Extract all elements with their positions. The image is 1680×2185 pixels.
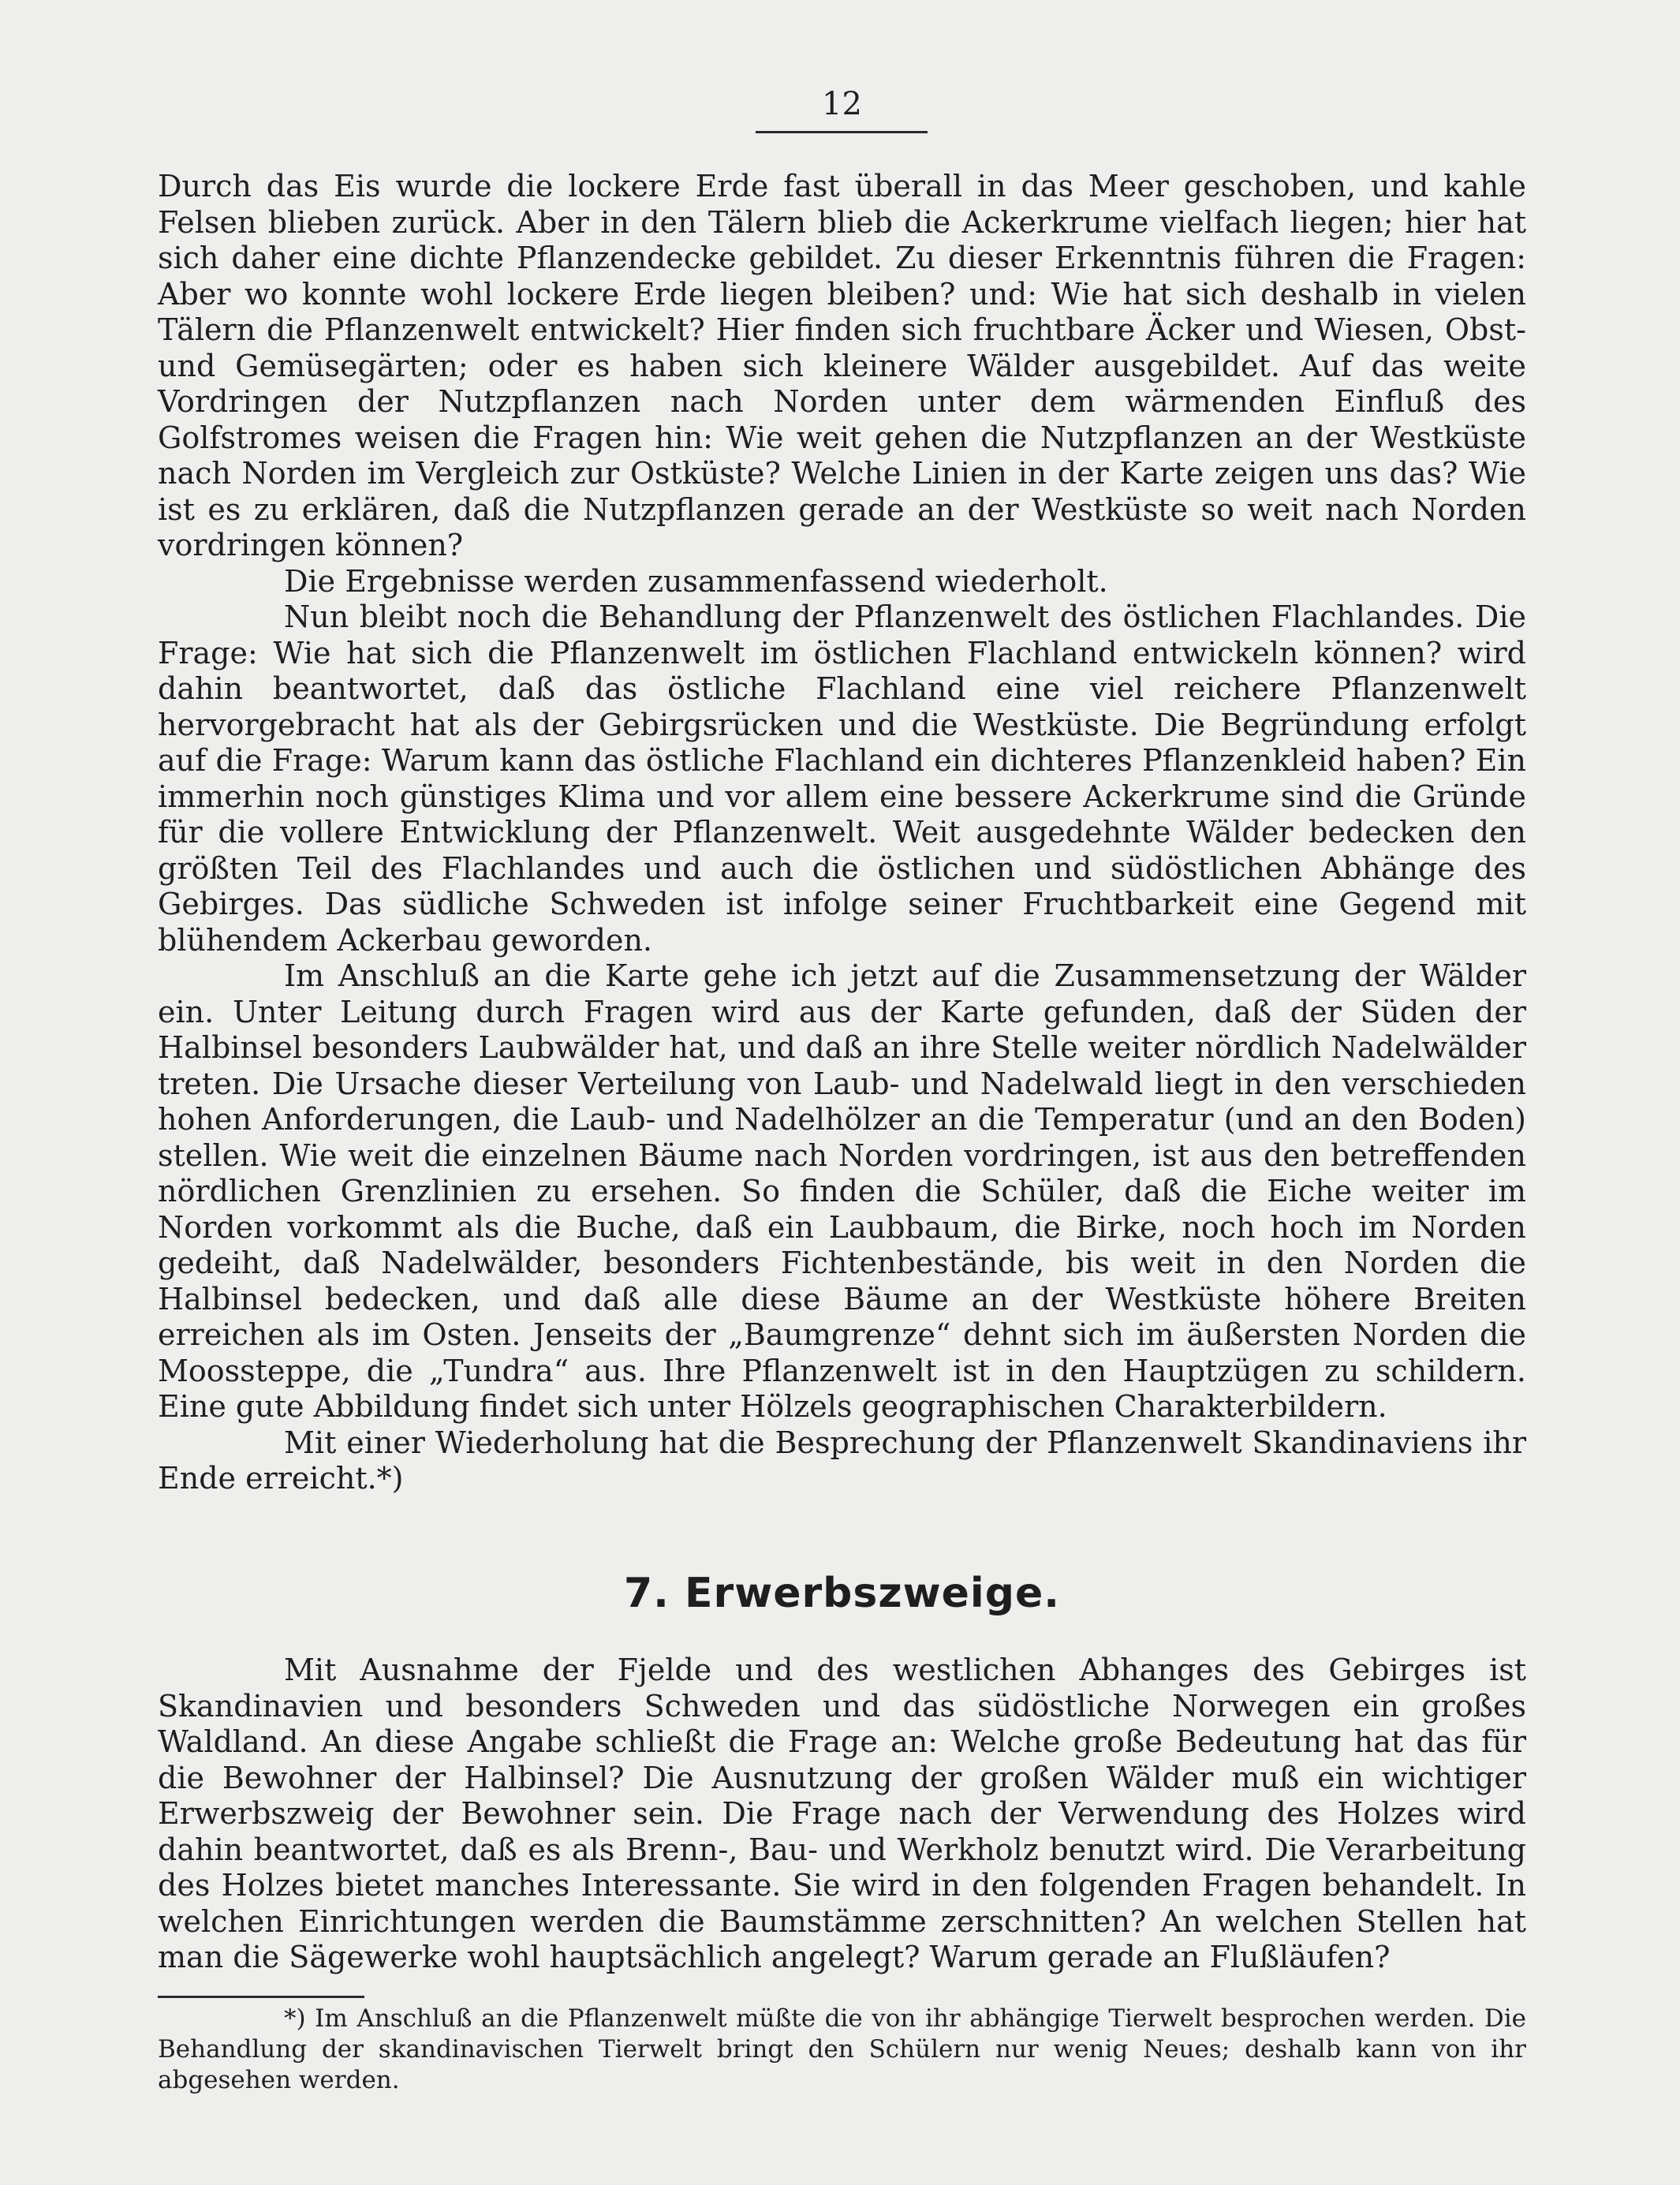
body-text (158, 169, 1526, 1497)
body-paragraph: Durch das Eis wurde die lockere Erde fast überall in das Meer geschoben, und kahle Felsen blieben zurück. Aber in den Tälern blieb die Ackerkrume vielfach liegen; hier hat sich daher eine dichte Pflanzendecke gebildet. Zu dieser Erkenntnis führen die Fragen: Aber wo konnte wohl lockere Erde liegen bleiben? und: Wie hat sich deshalb in vielen Tälern die Pflanzenwelt entwickelt? Hier finden sich fruchtbare Äcker und Wiesen, Obst- und Gemüsegärten; oder es haben sich kleinere Wälder ausgebildet. Auf das weite Vordringen der Nutzpflanzen nach Norden unter dem wärmenden Einfluß des Golfstromes weisen die Fragen hin: Wie weit gehen die Nutzpflanzen an der Westküste nach Norden im Vergleich zur Ostküste? Welche Linien in der Karte zeigen uns das? Wie ist es zu erklären, daß die Nutzpflanzen gerade an der Westküste so weit nach Norden vordringen können? (158, 169, 1526, 562)
section-paragraph: Mit Ausnahme der Fjelde und des westlichen Abhanges des Gebirges ist Skandinavien und besonders Schweden und das südöstliche Norwegen ein großes Waldland. An diese Angabe schließt die Frage an: Welche große Bedeutung hat das für die Bewohner der Halbinsel? Die Ausnutzung der großen Wälder muß ein wichtiger Erwerbszweig der Bewohner sein. Die Frage nach der Verwendung des Holzes wird dahin beantwortet, daß es als Brenn-, Bau- und Werkholz benutzt wird. Die Verarbeitung des Holzes bietet manches Interessante. Sie wird in den folgenden Fragen behandelt. In welchen Einrichtungen werden die Baumstämme zerschnitten? An welchen Stellen hat man die Sägewerke wohl hauptsächlich angelegt? Warum gerade an Flußläufen? (158, 1653, 1526, 1974)
body-paragraph: Mit einer Wiederholung hat die Besprechung der Pflanzenwelt Skandinaviens ihr Ende erreicht.*) (158, 1425, 1526, 1496)
section-heading: 7. Erwerbszweige. (624, 1570, 1060, 1617)
footnote (158, 2004, 1526, 2096)
footnote-text: *) Im Anschluß an die Pflanzenwelt müßte die von ihr abhängige Tierwelt besprochen werden. Die Behandlung der skandinavischen Tierwelt bringt den Schülern nur wenig Neues; deshalb kann von ihr abgesehen werden. (158, 2004, 1526, 2094)
footnote-rule (158, 1996, 364, 1998)
section-text (158, 1653, 1526, 1976)
page-number-rule (756, 131, 928, 133)
page-number: 12 (822, 86, 862, 122)
body-paragraph: Nun bleibt noch die Behandlung der Pflanzenwelt des östlichen Flachlandes. Die Frage: Wie hat sich die Pflanzenwelt im östlichen Flachland entwickeln können? wird dahin beantwortet, daß das östliche Flachland eine viel reichere Pflanzenwelt hervorgebracht hat als der Gebirgsrücken und die Westküste. Die Begründung erfolgt auf die Frage: Warum kann das östliche Flachland ein dichteres Pflanzenkleid haben? Ein immerhin noch günstiges Klima und vor allem eine bessere Ackerkrume sind die Gründe für die vollere Entwicklung der Pflanzenwelt. Weit ausgedehnte Wälder bedecken den größten Teil des Flachlandes und auch die östlichen und südöstlichen Abhänge des Gebirges. Das südliche Schweden ist infolge seiner Fruchtbarkeit eine Gegend mit blühendem Ackerbau geworden. (158, 599, 1526, 958)
body-paragraph: Im Anschluß an die Karte gehe ich jetzt auf die Zusammensetzung der Wälder ein. Unter Leitung durch Fragen wird aus der Karte gefunden, daß der Süden der Halbinsel besonders Laubwälder hat, und daß an ihre Stelle weiter nördlich Nadelwälder treten. Die Ursache dieser Verteilung von Laub- und Nadelwald liegt in den verschieden hohen Anforderungen, die Laub- und Nadelhölzer an die Temperatur (und an den Boden) stellen. Wie weit die einzelnen Bäume nach Norden vordringen, ist aus den betreffenden nördlichen Grenzlinien zu ersehen. So finden die Schüler, daß die Eiche weiter im Norden vorkommt als die Buche, daß ein Laubbaum, die Birke, noch hoch im Norden gedeiht, daß Nadelwälder, besonders Fichtenbestände, bis weit in den Norden die Halbinsel bedecken, und daß alle diese Bäume an der Westküste höhere Breiten erreichen als im Osten. Jenseits der „Baumgrenze“ dehnt sich im äußersten Norden die Moossteppe, die „Tundra“ aus. Ihre Pflanzenwelt ist in den Hauptzügen zu schildern. Eine gute Abbildung findet sich unter Hölzels geographischen Charakterbildern. (158, 958, 1526, 1424)
body-paragraph: Die Ergebnisse werden zusammenfassend wiederholt. (284, 563, 1108, 599)
